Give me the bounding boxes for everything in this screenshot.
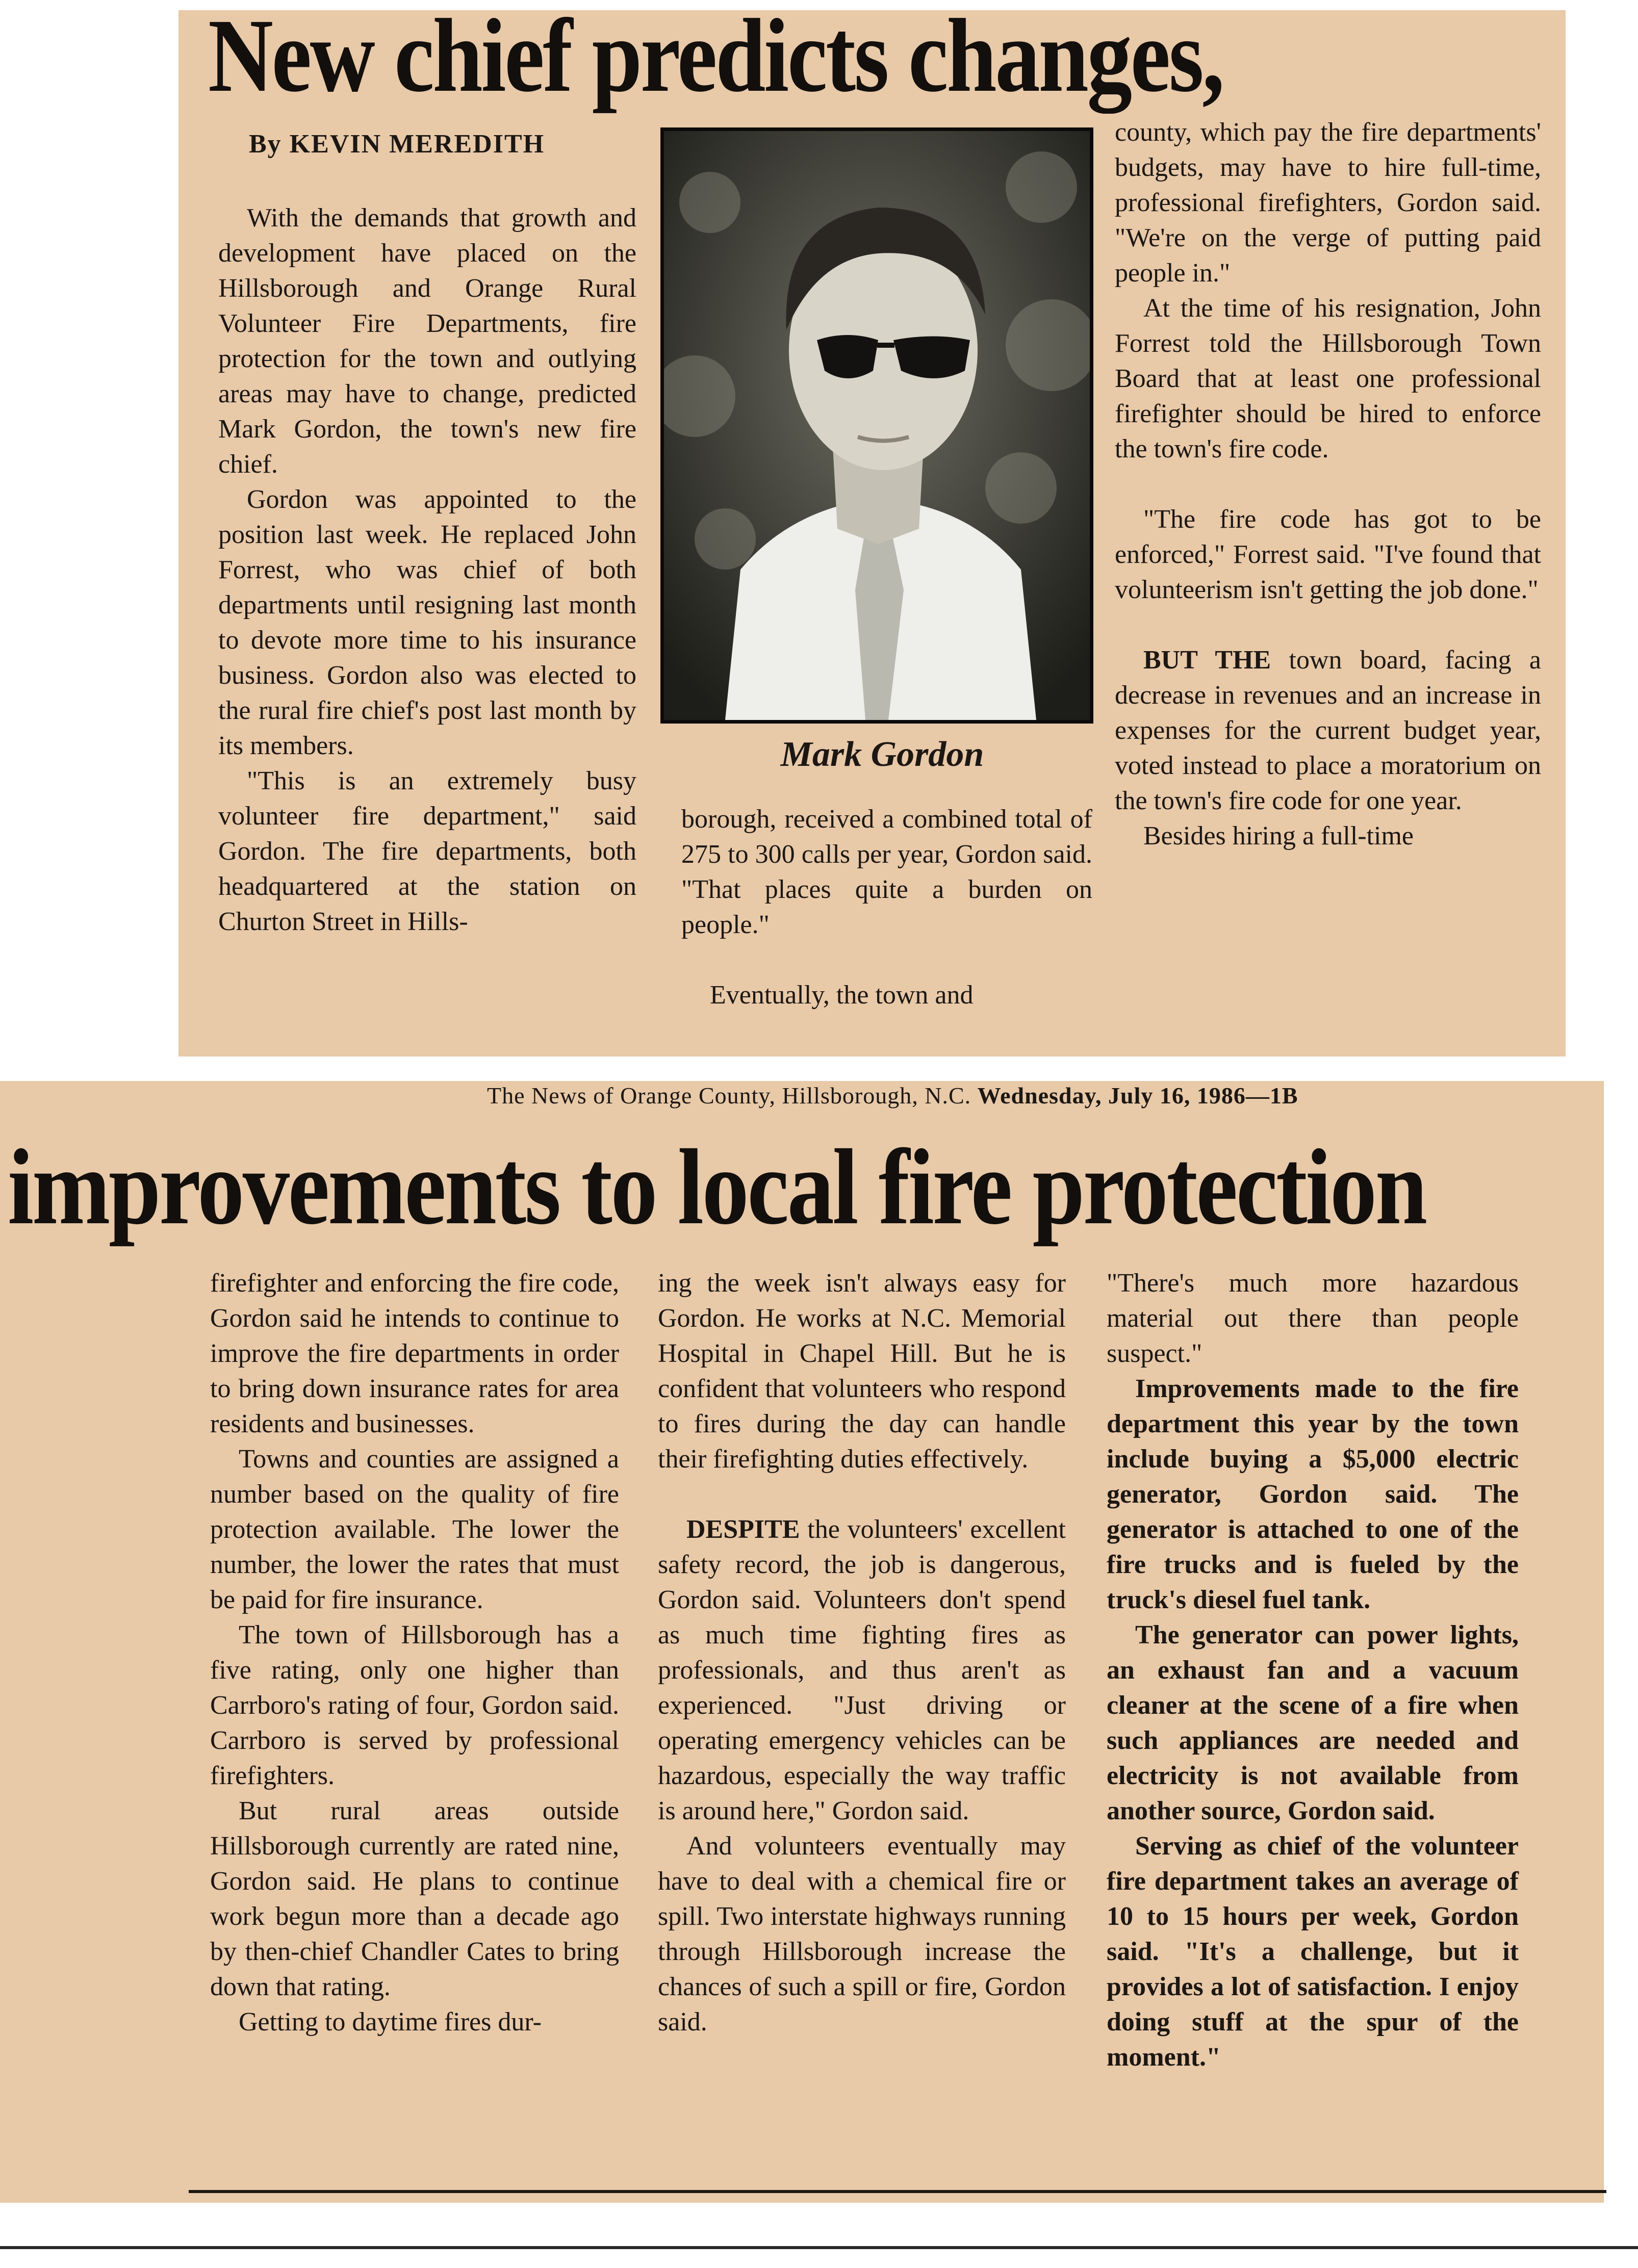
paragraph: "The fire code has got to be enforced," Forrest said. "I've found that volunteerism isn't getting the job done." [1115, 505, 1541, 604]
paragraph: Eventually, the town and [710, 981, 974, 1010]
paragraph: And volunteers eventually may have to deal with a chemical fire or spill. Two interstate highways running through Hillsborough increase the chances of such a spill or fire, Gordon said. [658, 1832, 1066, 2037]
paragraph [658, 1512, 1066, 1828]
dateline [487, 1082, 1298, 1109]
article-column-2 [681, 802, 1092, 1013]
paragraph-text: the volunteers' excellent safety record, the job is dangerous, Gordon said. Volunteers don't spend as much time fighting fires as professionals, and thus aren't as experienced. "Just driving or operating emergency vehicles can be hazardous, especially the way traffic is around here," Gordon said. [658, 1515, 1066, 1825]
dateline-date: Wednesday, July 16, 1986—1B [977, 1083, 1298, 1109]
paragraph: The generator can power lights, an exhaust fan and a vacuum cleaner at the scene of a fire when such appliances are needed and electricity is not available from another source, Gordon said. [1107, 1620, 1519, 1825]
subhead-lead: DESPITE [686, 1515, 800, 1544]
bottom-rule [189, 2190, 1606, 2193]
paragraph: Gordon was appointed to the position last week. He replaced John Forrest, who was chief of both departments until resigning last month to devote more time to his insurance business. Gordon also was elected to the rural fire chief's post last month by its members. [218, 485, 636, 760]
portrait-image [664, 131, 1090, 720]
paragraph: county, which pay the fire departments' budgets, may have to hire full-time, professional firefighters, Gordon said. "We're on the verge of putting paid people in." [1115, 118, 1541, 288]
headline-bottom: improvements to local fire protection [8, 1127, 1426, 1247]
dateline-paper: The News of Orange County, Hillsborough, N.C. [487, 1083, 971, 1109]
portrait-photo [660, 127, 1093, 724]
paragraph [1115, 642, 1541, 818]
paragraph-text: town board, facing a decrease in revenues and an increase in expenses for the current budget year, voted instead to place a moratorium on the town's fire code for one year. [1115, 646, 1541, 815]
article-column-6 [1107, 1266, 1519, 2075]
paragraph: But rural areas outside Hillsborough currently are rated nine, Gordon said. He plans to continue work begun more than a decade ago by then-chief Chandler Cates to bring down that rating. [210, 1796, 619, 2001]
paragraph: borough, received a combined total of 275 to 300 calls per year, Gordon said. "That places quite a burden on people." [681, 805, 1092, 939]
paragraph: "There's much more hazardous material out there than people suspect." [1107, 1269, 1519, 1368]
article-column-3 [1115, 115, 1541, 854]
article-column-1 [218, 200, 636, 939]
paragraph: ing the week isn't always easy for Gordon. He works at N.C. Memorial Hospital in Chapel Hill. But he is confident that volunteers who respond to fires during the day can handle their firefighting duties effectively. [658, 1269, 1066, 1474]
byline: By KEVIN MEREDITH [249, 130, 545, 159]
photo-caption: Mark Gordon [780, 735, 984, 774]
paragraph: With the demands that growth and development have placed on the Hillsborough and Orange Rural Volunteer Fire Departments, fire protection for the town and outlying areas may have to change, predicted Mark Gordon, the town's new fire chief. [218, 203, 636, 479]
article-column-5 [658, 1266, 1066, 2040]
scan-edge-line [0, 2246, 1638, 2249]
article-column-4 [210, 1266, 619, 2040]
paragraph: The town of Hillsborough has a five rating, only one higher than Carrboro's rating of four, Gordon said. Carrboro is served by professional firefighters. [210, 1620, 619, 1790]
paragraph: Towns and counties are assigned a number based on the quality of fire protection available. The lower the number, the lower the rates that must be paid for fire insurance. [210, 1445, 619, 1614]
paragraph: Improvements made to the fire department this year by the town include buying a $5,000 electric generator, Gordon said. The generator is attached to one of the fire trucks and is fueled by the truck's diesel fuel tank. [1107, 1374, 1519, 1614]
paragraph: At the time of his resignation, John Forrest told the Hillsborough Town Board that at least one professional firefighter should be hired to enforce the town's fire code. [1115, 294, 1541, 463]
paragraph: "This is an extremely busy volunteer fire department," said Gordon. The fire departments, both headquartered at the station on Churton Street in Hills- [218, 766, 636, 936]
paragraph: Serving as chief of the volunteer fire department takes an average of 10 to 15 hours per week, Gordon said. "It's a challenge, but it provides a lot of satisfaction. I enjoy doing stuff at the spur of the moment." [1107, 1832, 1519, 2072]
subhead-lead: BUT THE [1143, 646, 1271, 675]
paragraph: Getting to daytime fires dur- [239, 2007, 542, 2037]
paragraph: firefighter and enforcing the fire code, Gordon said he intends to continue to improve the fire departments in order to bring down insurance rates for area residents and businesses. [210, 1269, 619, 1438]
paragraph: Besides hiring a full-time [1143, 821, 1414, 851]
headline-top: New chief predicts changes, [208, 0, 1223, 114]
